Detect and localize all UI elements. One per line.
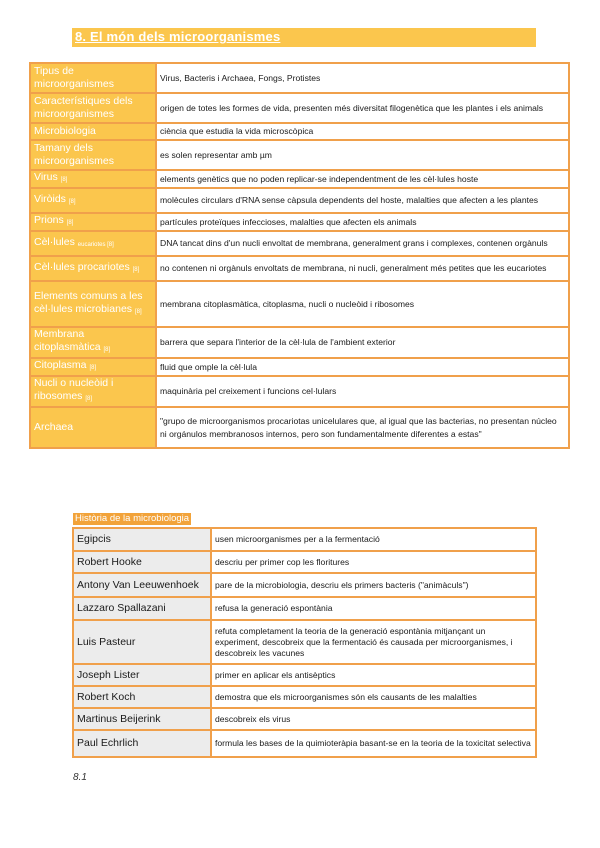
history-person: Egipcis xyxy=(73,528,211,551)
glossary-term-ref: [8] xyxy=(132,266,140,273)
glossary-row xyxy=(30,63,569,93)
history-person: Robert Hooke xyxy=(73,551,211,573)
glossary-term-text: Citoplasma xyxy=(34,359,87,371)
history-person: Joseph Lister xyxy=(73,664,211,686)
section-title: 8. El món dels microorganismes xyxy=(75,29,281,44)
history-person: Luis Pasteur xyxy=(73,620,211,664)
history-row xyxy=(73,664,536,686)
glossary-term xyxy=(30,170,156,188)
history-row xyxy=(73,708,536,730)
glossary-term-text: Tipus de microorganismes xyxy=(34,65,114,90)
page-footer: 8.1 xyxy=(73,772,87,783)
glossary-row xyxy=(30,231,569,256)
history-contribution: primer en aplicar els antisèptics xyxy=(211,664,536,686)
glossary-definition: molècules circulars d'RNA sense càpsula dependents del hoste, malalties que afecten a les plantes xyxy=(156,188,569,213)
history-row xyxy=(73,573,536,597)
glossary-term-text: Microbiologia xyxy=(34,125,96,137)
glossary-definition: es solen representar amb µm xyxy=(156,140,569,170)
glossary-definition: partícules proteïques infeccioses, malalties que afecten els animals xyxy=(156,213,569,231)
history-person: Paul Echrlich xyxy=(73,730,211,757)
history-row xyxy=(73,597,536,620)
history-person: Robert Koch xyxy=(73,686,211,708)
glossary-term-text: Característiques dels microorganismes xyxy=(34,95,133,120)
glossary-definition: fluid que omple la cèl·lula xyxy=(156,358,569,376)
glossary-row xyxy=(30,213,569,231)
section-title-bar xyxy=(72,28,536,47)
glossary-row xyxy=(30,376,569,407)
glossary-definition: Virus, Bacteris i Archaea, Fongs, Protistes xyxy=(156,63,569,93)
glossary-term xyxy=(30,188,156,213)
history-row xyxy=(73,620,536,664)
glossary-term-ref: [8] xyxy=(60,177,68,183)
glossary-definition: ciència que estudia la vida microscòpica xyxy=(156,123,569,140)
glossary-term-ref: [8] xyxy=(103,347,111,353)
glossary-term-text: Prions xyxy=(34,214,64,226)
history-contribution: usen microorganismes per a la fermentació xyxy=(211,528,536,551)
glossary-definition: no contenen ni orgànuls envoltats de membrana, ni nucli, generalment més petites que les eucariotes xyxy=(156,256,569,281)
glossary-term xyxy=(30,256,156,281)
glossary-term-text: Cèl·lules xyxy=(34,235,75,248)
glossary-row xyxy=(30,170,569,188)
glossary-term xyxy=(30,376,156,407)
history-contribution: formula les bases de la quimioteràpia basant-se en la teoria de la toxicitat selectiva xyxy=(211,730,536,757)
glossary-term xyxy=(30,327,156,358)
glossary-term xyxy=(30,140,156,170)
glossary-row xyxy=(30,358,569,376)
glossary-term-ref: [8] xyxy=(85,396,93,402)
glossary-definition: maquinària pel creixement i funcions cel·lulars xyxy=(156,376,569,407)
glossary-term-text: Cèl·lules procariotes xyxy=(34,260,130,273)
glossary-term-text: Tamany dels microorganismes xyxy=(34,142,114,167)
glossary-term xyxy=(30,213,156,231)
history-contribution: refuta completament la teoria de la generació espontània mitjançant un experiment, descobreix que la fermentació és causada per microorganismes, i descobreix les vacunes xyxy=(211,620,536,664)
history-title: Història de la microbiologia xyxy=(75,513,190,524)
glossary-term-text: Archaea xyxy=(34,421,74,433)
glossary-term xyxy=(30,123,156,140)
glossary-term-text: Elements comuns a les cèl·lules microbianes xyxy=(34,289,143,315)
history-row xyxy=(73,730,536,757)
glossary-term-text: Membrana citoplasmàtica xyxy=(34,328,101,353)
glossary-row xyxy=(30,188,569,213)
glossary-definition: membrana citoplasmàtica, citoplasma, nucli o nucleòid i ribosomes xyxy=(156,281,569,327)
glossary-term xyxy=(30,281,156,327)
history-contribution: demostra que els microorganismes són els causants de les malalties xyxy=(211,686,536,708)
glossary-row xyxy=(30,407,569,448)
glossary-row xyxy=(30,256,569,281)
glossary-table xyxy=(29,62,570,449)
glossary-row xyxy=(30,281,569,327)
history-contribution: descobreix els virus xyxy=(211,708,536,730)
glossary-term xyxy=(30,407,156,448)
glossary-term xyxy=(30,358,156,376)
glossary-definition: elements genètics que no poden replicar-se independentment de les cèl·lules hoste xyxy=(156,170,569,188)
history-row xyxy=(73,551,536,573)
history-contribution: pare de la microbiologia, descriu els primers bacteris ("animàculs") xyxy=(211,573,536,597)
history-table xyxy=(72,527,537,758)
history-row xyxy=(73,528,536,551)
glossary-row xyxy=(30,123,569,140)
glossary-term-text: Nucli o nucleòid i ribosomes xyxy=(34,377,114,402)
glossary-definition: "grupo de microorganismos procariotas unicelulares que, al igual que las bacterias, no presentan núcleo ni orgánulos membranosos internos, pero son fundamentalmente diferentes a estas" xyxy=(156,407,569,448)
glossary-term-ref: [8] xyxy=(68,198,76,205)
glossary-term-text: Virus xyxy=(34,171,58,183)
history-person: Martinus Beijerink xyxy=(73,708,211,730)
glossary-row xyxy=(30,93,569,123)
glossary-term xyxy=(30,93,156,123)
glossary-definition: origen de totes les formes de vida, presenten més diversitat filogenètica que les plantes i els animals xyxy=(156,93,569,123)
glossary-definition: DNA tancat dins d'un nucli envoltat de membrana, generalment grans i complexes, contenen orgànuls xyxy=(156,231,569,256)
glossary-term-ref: [8] xyxy=(66,220,74,226)
glossary-definition: barrera que separa l'interior de la cèl·lula de l'ambient exterior xyxy=(156,327,569,358)
glossary-row xyxy=(30,140,569,170)
history-contribution: refusa la generació espontània xyxy=(211,597,536,620)
glossary-term-ref: [8] xyxy=(134,308,142,315)
glossary-term-ref: eucariotes [8] xyxy=(77,241,114,248)
history-row xyxy=(73,686,536,708)
glossary-term xyxy=(30,231,156,256)
history-person: Antony Van Leeuwenhoek xyxy=(73,573,211,597)
glossary-term-text: Viròids xyxy=(34,192,66,205)
history-person: Lazzaro Spallazani xyxy=(73,597,211,620)
glossary-term xyxy=(30,63,156,93)
glossary-term-ref: [8] xyxy=(89,365,97,371)
history-contribution: descriu per primer cop les floritures xyxy=(211,551,536,573)
glossary-row xyxy=(30,327,569,358)
